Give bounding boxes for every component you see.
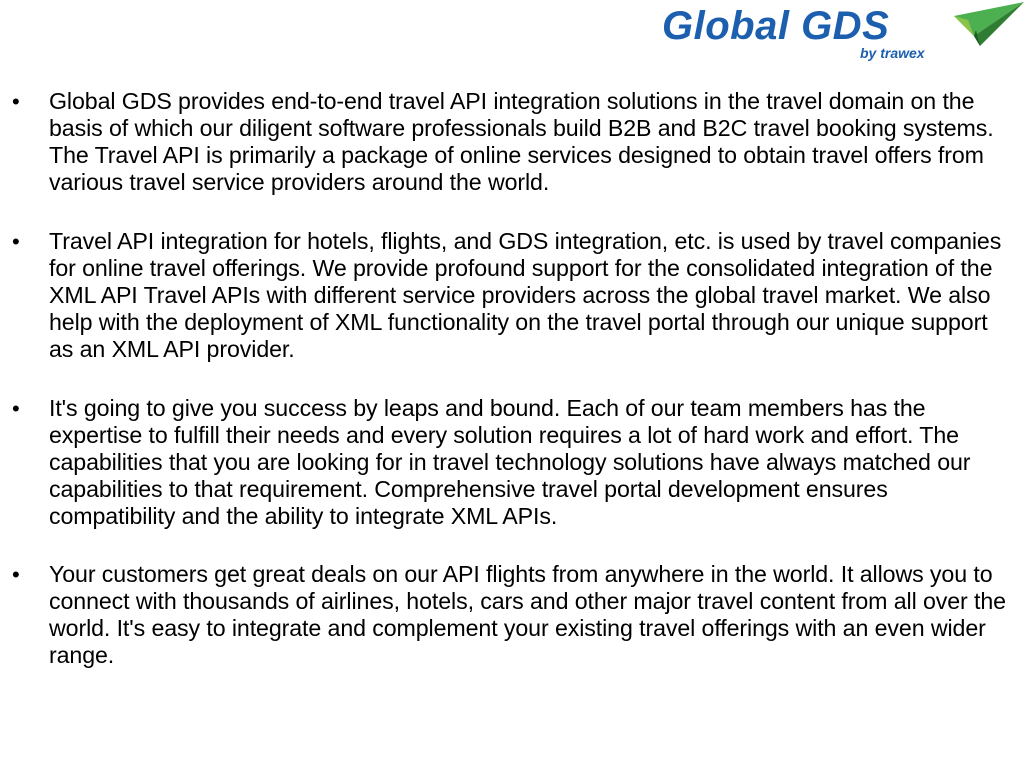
bullet-item bbox=[12, 395, 1014, 530]
bullet-text: It's going to give you success by leaps and bound. Each of our team members has the expertise to fulfill their needs and every solution requires a lot of hard work and effort. The capabilities that you are looking for in travel technology solutions have always matched our capabilities to that requirement. Comprehensive travel portal development ensures compatibility and the ability to integrate XML APIs. bbox=[49, 395, 971, 529]
bullet-item bbox=[12, 88, 1014, 196]
bullet-symbol: • bbox=[12, 89, 20, 114]
bullet-text: Your customers get great deals on our API flights from anywhere in the world. It allows you to connect with thousands of airlines, hotels, cars and other major travel content from all over the world. It's easy to integrate and complement your existing travel offerings with an even wider range. bbox=[49, 561, 1006, 668]
bullet-item bbox=[12, 561, 1014, 669]
paper-plane-icon bbox=[954, 2, 1024, 46]
global-gds-logo bbox=[662, 0, 1024, 66]
logo-brand-text: Global GDS bbox=[662, 4, 890, 48]
bullet-list bbox=[12, 88, 1014, 701]
bullet-symbol: • bbox=[12, 562, 20, 587]
bullet-text: Travel API integration for hotels, flights, and GDS integration, etc. is used by travel companies for online travel offerings. We provide profound support for the consolidated integration of the XML API Travel APIs with different service providers across the global travel market. We also help with the deployment of XML functionality on the travel portal through our unique support as an XML API provider. bbox=[49, 228, 1002, 362]
bullet-text: Global GDS provides end-to-end travel API integration solutions in the travel domain on the basis of which our diligent software professionals build B2B and B2C travel booking systems. The Travel API is primarily a package of online services designed to obtain travel offers from various travel service providers around the world. bbox=[49, 88, 994, 195]
bullet-symbol: • bbox=[12, 396, 20, 421]
logo-sub-text: by trawex bbox=[860, 45, 925, 61]
bullet-symbol: • bbox=[12, 229, 20, 254]
bullet-item bbox=[12, 228, 1014, 363]
